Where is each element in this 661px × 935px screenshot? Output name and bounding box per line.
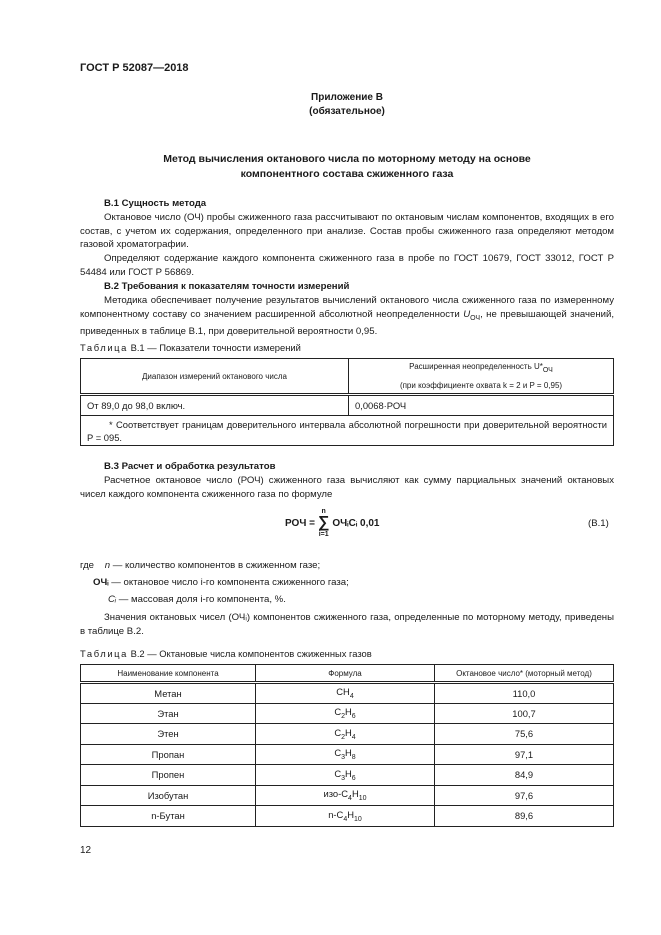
sum-operator [318,507,329,539]
title-line-1: Метод вычисления октанового числа по моторному методу на основе [163,153,531,165]
component-name: Пропен [81,765,256,786]
table-b2-header-formula: Формула [256,665,435,683]
table-row [81,806,614,827]
definitions [80,557,349,608]
symbol: ОЧᵢ [93,577,109,588]
component-formula [256,806,435,827]
caption-label: Таблица [80,648,128,659]
header-text: (при коэффициенте охвата k = 2 и P = 0,95) [399,381,563,390]
formula-subscript: 6 [351,774,356,782]
table-b2-header-name: Наименование компонента [81,665,256,683]
appendix-status: (обязательное) [309,106,385,117]
table-b1-value-cell: 0,0068·РОЧ [349,395,614,416]
formula-part: H [345,706,352,718]
component-name: Этен [81,724,256,745]
caption-label: Таблица [80,342,128,353]
definition-n [80,557,349,574]
formula-part: H [345,747,352,759]
octane-number: 100,7 [435,703,614,724]
formula-part: H [351,788,359,800]
section-b1-paragraph-1: Октановое число (ОЧ) пробы сжиженного газа рассчитывают по октановым числам компонентов, входящих в его состав, с учетом их содержания, определенного при анализе. Состав пробы сжиженного газа определяют методом газовой хроматографии. [80,212,614,251]
section-b1-heading: В.1 Сущность метода [104,198,207,209]
formula-part: CH [336,686,350,698]
formula-subscript: 3 [341,754,345,762]
formula-part: n-C [328,808,344,820]
table-row [81,765,614,786]
formula-part: H [345,767,352,779]
component-formula [256,785,435,806]
formula-subscript: 4 [343,815,348,823]
symbol-sub: ОЧ [470,314,481,322]
section-b3-paragraph-2: Значения октановых чисел (ОЧᵢ) компонентов сжиженного газа, определенные по моторному методу, приведены в таблице В.2. [80,612,614,637]
caption-text: В.2 — Октановые числа компонентов сжиженных газов [130,648,372,659]
table-row [81,683,614,704]
formula-part: изо-C [323,788,349,800]
caption-text: В.1 — Показатели точности измерений [130,342,301,353]
page-title [80,152,614,182]
component-formula [256,703,435,724]
definition-text: — октановое число i-го компонента сжиженного газа; [111,577,349,588]
octane-number: 84,9 [435,765,614,786]
octane-number: 89,6 [435,806,614,827]
formula-rhs: ОЧᵢCᵢ 0,01 [332,517,380,529]
appendix-heading [80,91,614,119]
formula-part: C [334,726,342,738]
definition-och [80,574,349,591]
sigma-symbol: ∑ [317,514,330,531]
symbol-u: U [463,308,471,320]
table-b1-caption [80,342,301,353]
formula-part: C [334,706,342,718]
table-b2-caption [80,648,372,659]
component-formula [256,744,435,765]
octane-number: 75,6 [435,724,614,745]
octane-number: 97,1 [435,744,614,765]
formula-subscript: 10 [354,815,362,823]
definition-c [80,591,349,608]
component-name: Пропан [81,744,256,765]
header-text: Расширенная неопределенность U* [409,362,543,371]
component-formula [256,724,435,745]
formula-subscript: 4 [351,733,356,741]
formula-subscript: 4 [348,795,352,803]
table-row [81,785,614,806]
header-sub: ОЧ [542,367,553,374]
component-name: Метан [81,683,256,704]
text: Методика обеспечивает получение результатов вычислений октанового числа сжиженного газа по измеренному компонентному составу со значением расширенной абсолютной неопределенности [80,295,614,320]
component-name: n-Бутан [81,806,256,827]
symbol: Cᵢ [108,594,117,605]
where-label: где [80,560,95,571]
definition-text: — количество компонентов в сжиженном газе; [112,560,321,571]
sum-upper: n [321,508,326,515]
table-b1 [80,358,614,446]
formula-subscript: 4 [349,693,354,701]
component-formula [256,683,435,704]
formula-part: H [347,808,354,820]
section-b3-heading: В.3 Расчет и обработка результатов [104,461,276,472]
section-b3-paragraph-1: Расчетное октановое число (РОЧ) сжиженного газа вычисляют как сумму парциальных значений октановых чисел каждого компонента сжиженного газа по формуле [80,475,614,500]
formula-part: C [334,767,342,779]
formula-part: H [345,726,352,738]
formula-subscript: 2 [341,713,345,721]
table-b1-note: * Соответствует границам доверительного интервала абсолютной погрешности при доверительной вероятности P = 095. [81,416,614,446]
formula-subscript: 8 [351,754,356,762]
formula-part: C [334,747,342,759]
table-b1-header-range: Диапазон измерений октанового числа [81,359,349,395]
formula-subscript: 3 [341,774,345,782]
component-name: Этан [81,703,256,724]
table-row [81,724,614,745]
table-b1-header-uncertainty [349,359,614,395]
text: , не превышающей значений, приведенных в таблице В.1, при доверительной вероятности 0,95. [80,308,615,338]
definition-text: — массовая доля i-го компонента, %. [118,594,286,605]
symbol: n [104,560,111,571]
component-name: Изобутан [81,785,256,806]
title-line-2: компонентного состава сжиженного газа [240,168,454,180]
section-b2-heading: В.2 Требования к показателям точности измерений [104,281,350,292]
formula-b1 [285,507,379,539]
page-number: 12 [80,845,92,856]
table-b2-header-octane: Октановое число* (моторный метод) [435,665,614,683]
table-row [81,703,614,724]
formula-subscript: 10 [358,795,367,803]
table-b2 [80,664,614,827]
standard-number: ГОСТ Р 52087—2018 [80,62,189,74]
component-formula [256,765,435,786]
table-row [81,744,614,765]
formula-subscript: 2 [341,733,345,741]
octane-number: 110,0 [435,683,614,704]
table-b1-range-cell: От 89,0 до 98,0 включ. [81,395,349,416]
formula-number: (В.1) [588,518,609,529]
octane-number: 97,6 [435,785,614,806]
formula-lhs: РОЧ = [285,517,315,529]
appendix-title: Приложение В [311,92,383,103]
section-b2-paragraph [80,294,614,339]
sum-lower: i=1 [318,531,329,538]
formula-subscript: 6 [351,713,356,721]
section-b1-paragraph-2: Определяют содержание каждого компонента сжиженного газа в пробе по ГОСТ 10679, ГОСТ 33012, ГОСТ Р 54484 или ГОСТ Р 56869. [80,253,614,278]
